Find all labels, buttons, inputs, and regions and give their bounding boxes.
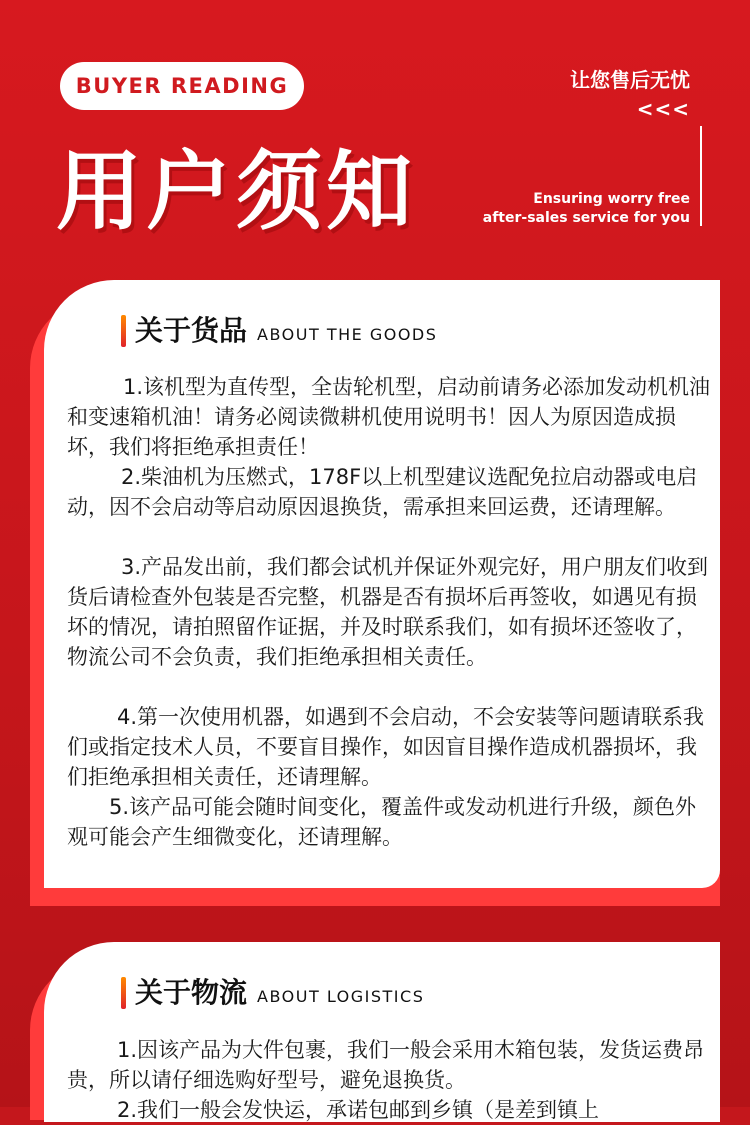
page-title: 用户须知 bbox=[56, 142, 416, 242]
logistics-title-cn: 关于物流 bbox=[135, 976, 248, 1009]
goods-item-3: 3.产品发出前，我们都会试机并保证外观完好，用户朋友们收到货后请检查外包装是否完整，机器是否有损坏后再签收，如遇见有损坏的情况，请拍照留作证据，并及时联系我们，如有损坏还签收了，物流公司不会负责，我们拒绝承担相关责任。 bbox=[67, 555, 709, 669]
logistics-title-en: ABOUT LOGISTICS bbox=[257, 987, 425, 1006]
tagline-line-2: after-sales service for you bbox=[482, 210, 690, 226]
english-tagline bbox=[483, 190, 690, 228]
heading-accent-bar bbox=[121, 977, 126, 1009]
goods-item-1: 1.该机型为直传型，全齿轮机型，启动前请务必添加发动机机油和变速箱机油！请务必阅读微耕机使用说明书！因人为原因造成损坏，我们将拒绝承担责任！ bbox=[67, 375, 711, 459]
tagline-line-1: Ensuring worry free bbox=[533, 191, 690, 207]
logistics-section-heading bbox=[121, 977, 424, 1009]
heading-accent-bar bbox=[121, 315, 126, 347]
goods-item-2: 2.柴油机为压燃式，178F以上机型建议选配免拉启动器或电启动，因不会启动等启动原因退换货，需承担来回运费，还请理解。 bbox=[67, 465, 698, 519]
buyer-reading-badge: BUYER READING bbox=[60, 62, 304, 110]
goods-title-cn: 关于货品 bbox=[135, 314, 248, 347]
logistics-item-2: 2.我们一般会发快运，承诺包邮到乡镇（是差到镇上 bbox=[117, 1098, 600, 1122]
goods-title-en: ABOUT THE GOODS bbox=[257, 325, 438, 344]
logistics-item-1: 1.因该产品为大件包裹，我们一般会采用木箱包装，发货运费昂贵，所以请仔细选购好型号，避免退换货。 bbox=[67, 1038, 705, 1092]
arrows-icon: <<< bbox=[636, 97, 690, 121]
goods-item-4: 4.第一次使用机器，如遇到不会启动，不会安装等问题请联系我们或指定技术人员，不要盲目操作，如因盲目操作造成机器损坏，我们拒绝承担相关责任，还请理解。 bbox=[67, 705, 705, 789]
goods-item-5: 5.该产品可能会随时间变化，覆盖件或发动机进行升级，颜色外观可能会产生细微变化，还请理解。 bbox=[67, 795, 697, 849]
header-divider bbox=[700, 126, 702, 226]
goods-section-heading bbox=[121, 315, 437, 347]
slogan: 让您售后无忧 bbox=[570, 68, 690, 92]
